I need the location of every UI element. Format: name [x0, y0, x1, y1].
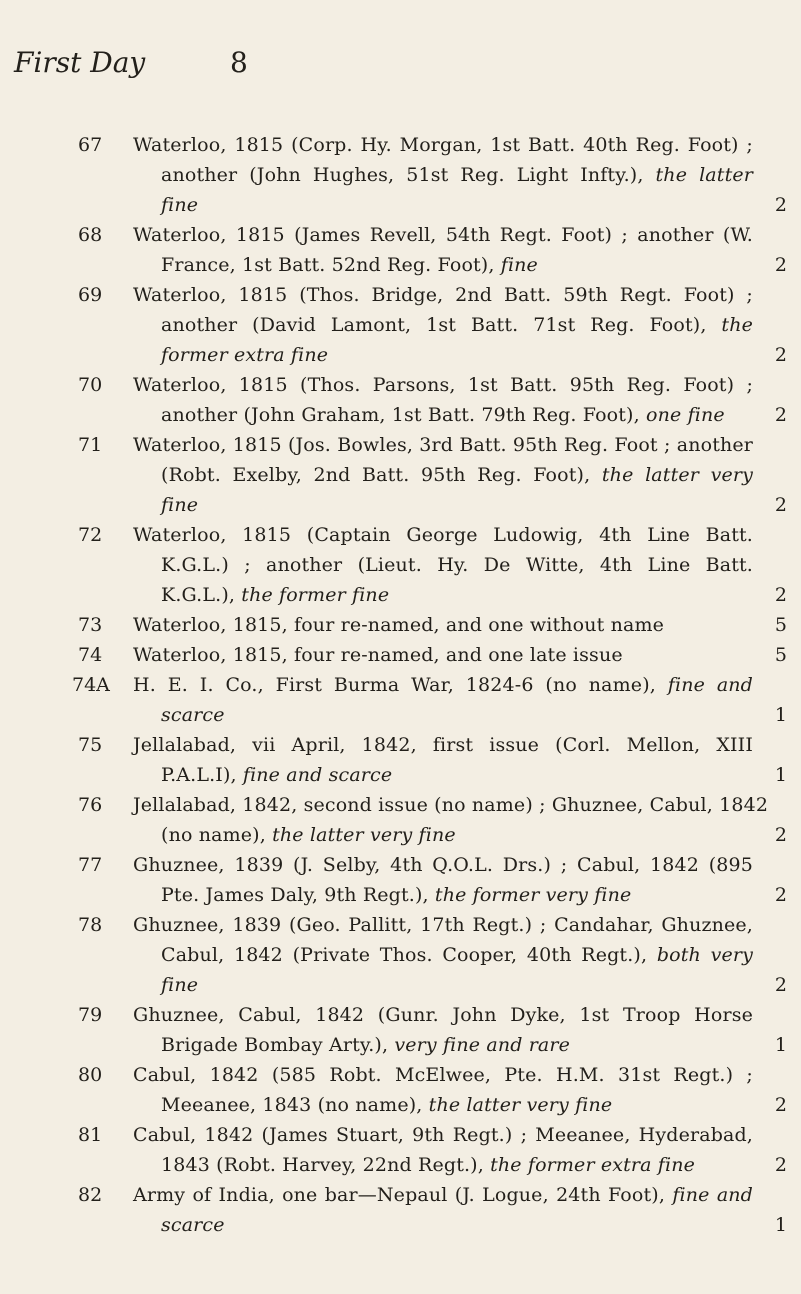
description-line	[133, 1210, 753, 1240]
description-line: Cabul, 1842 (James Stuart, 9th Regt.) ; Meeanee, Hyderabad,	[133, 1124, 753, 1146]
description-line: Waterloo, 1815 (James Revell, 54th Regt. Foot) ; another (W.	[133, 224, 753, 246]
description-line: Waterloo, 1815, four re-named, and one without name	[133, 614, 665, 636]
description-line: Army of India, one bar—Nepaul (J. Logue, 24th Foot), fine and	[133, 1184, 753, 1206]
lot-description	[133, 670, 753, 730]
condition-note: fine and	[672, 1184, 753, 1206]
description-line: Waterloo, 1815 (Thos. Bridge, 2nd Batt. 59th Regt. Foot) ;	[133, 284, 753, 306]
condition-note: fine and scarce	[242, 764, 393, 786]
condition-note: the latter very fine	[428, 1094, 613, 1116]
lot-description	[133, 1180, 753, 1240]
lot-number: 74A	[72, 674, 110, 696]
description-line: Waterloo, 1815 (Captain George Ludowig, 4th Line Batt.	[133, 524, 753, 546]
description-line: Waterloo, 1815 (Jos. Bowles, 3rd Batt. 95th Reg. Foot ; another	[133, 434, 753, 456]
lot-description	[133, 220, 753, 280]
page-number: 8	[230, 46, 248, 79]
description-line: Pte. James Daly, 9th Regt.), the former very fine	[161, 884, 632, 906]
lot-quantity: 2	[774, 974, 787, 996]
lot-quantity: 2	[774, 254, 787, 276]
lot-quantity: 1	[774, 764, 787, 786]
condition-note: the former extra fine	[490, 1154, 696, 1176]
lot-quantity: 2	[774, 404, 787, 426]
lot-number: 70	[78, 374, 103, 396]
lot-number: 77	[78, 854, 103, 876]
lot-description	[133, 730, 753, 790]
lot-quantity: 2	[774, 584, 787, 606]
lot-description	[133, 910, 753, 1000]
condition-note: the former fine	[241, 584, 390, 606]
condition-note: fine	[500, 254, 538, 276]
description-line: P.A.L.I), fine and scarce	[161, 764, 393, 786]
description-line: Cabul, 1842 (Private Thos. Cooper, 40th Regt.), both very	[161, 944, 753, 966]
lot-description	[133, 1120, 753, 1180]
condition-note: scarce	[161, 704, 225, 726]
lot-description	[133, 520, 753, 610]
description-line: Brigade Bombay Arty.), very fine and rare	[161, 1034, 571, 1056]
description-line: Ghuznee, Cabul, 1842 (Gunr. John Dyke, 1st Troop Horse	[133, 1004, 753, 1026]
description-line: 1843 (Robt. Harvey, 22nd Regt.), the former extra fine	[161, 1154, 696, 1176]
lot-description	[133, 280, 753, 370]
description-line: H. E. I. Co., First Burma War, 1824-6 (no name), fine and	[133, 674, 753, 696]
lot-quantity: 2	[774, 194, 787, 216]
condition-note: former extra fine	[161, 344, 329, 366]
description-line: (no name), the latter very fine	[161, 824, 456, 846]
description-line: Waterloo, 1815 (Corp. Hy. Morgan, 1st Batt. 40th Reg. Foot) ;	[133, 134, 753, 156]
lot-number: 71	[78, 434, 103, 456]
description-line	[133, 190, 753, 220]
description-line	[133, 490, 753, 520]
lot-number: 72	[78, 524, 103, 546]
description-line: Waterloo, 1815 (Thos. Parsons, 1st Batt. 95th Reg. Foot) ;	[133, 374, 753, 396]
description-line: another (John Graham, 1st Batt. 79th Reg. Foot), one fine	[161, 404, 725, 426]
lot-quantity: 1	[774, 1214, 787, 1236]
lot-quantity: 5	[774, 644, 787, 666]
description-line: K.G.L.) ; another (Lieut. Hy. De Witte, 4th Line Batt.	[161, 554, 753, 576]
lot-description	[133, 610, 753, 640]
description-line: Cabul, 1842 (585 Robt. McElwee, Pte. H.M. 31st Regt.) ;	[133, 1064, 753, 1086]
lot-quantity: 2	[774, 1154, 787, 1176]
condition-note: fine and	[667, 674, 753, 696]
description-line: Meeanee, 1843 (no name), the latter very fine	[161, 1094, 613, 1116]
running-title: First Day	[14, 46, 146, 79]
description-line: another (David Lamont, 1st Batt. 71st Reg. Foot), the	[161, 314, 753, 336]
lot-quantity: 2	[774, 1094, 787, 1116]
description-line: Waterloo, 1815, four re-named, and one late issue	[133, 644, 623, 666]
condition-note: the	[721, 314, 753, 336]
condition-note: fine	[161, 494, 199, 516]
description-line: Jellalabad, 1842, second issue (no name) ; Ghuznee, Cabul, 1842	[133, 794, 769, 816]
description-line: another (John Hughes, 51st Reg. Light Infty.), the latter	[161, 164, 753, 186]
lot-number: 78	[78, 914, 103, 936]
lot-description	[133, 1060, 753, 1120]
condition-note: the latter very fine	[272, 824, 456, 846]
lot-quantity: 1	[774, 704, 787, 726]
lot-description	[133, 850, 753, 910]
description-line: K.G.L.), the former fine	[161, 584, 390, 606]
lot-quantity: 2	[774, 494, 787, 516]
lot-description	[133, 790, 769, 850]
lot-number: 82	[78, 1184, 103, 1206]
lot-number: 80	[78, 1064, 103, 1086]
condition-note: fine	[161, 194, 199, 216]
condition-note: one fine	[646, 404, 725, 426]
lot-description	[133, 640, 753, 670]
description-line: Ghuznee, 1839 (Geo. Pallitt, 17th Regt.) ; Candahar, Ghuznee,	[133, 914, 753, 936]
condition-note: very fine and rare	[394, 1034, 571, 1056]
lot-number: 69	[78, 284, 103, 306]
lot-number: 81	[78, 1124, 103, 1146]
condition-note: the former very fine	[434, 884, 632, 906]
description-line	[133, 970, 753, 1000]
condition-note: fine	[161, 974, 199, 996]
condition-note: both very	[656, 944, 753, 966]
condition-note: the latter	[655, 164, 753, 186]
description-line	[133, 340, 753, 370]
lot-description	[133, 130, 753, 220]
lot-number: 73	[78, 614, 103, 636]
lot-quantity: 2	[774, 344, 787, 366]
lot-number: 75	[78, 734, 103, 756]
description-line	[133, 700, 753, 730]
lot-number: 74	[78, 644, 103, 666]
lot-description	[133, 430, 753, 520]
condition-note: the latter very	[601, 464, 753, 486]
description-line: Ghuznee, 1839 (J. Selby, 4th Q.O.L. Drs.) ; Cabul, 1842 (895	[133, 854, 753, 876]
lot-quantity: 5	[774, 614, 787, 636]
lot-number: 67	[78, 134, 103, 156]
lot-number: 79	[78, 1004, 103, 1026]
lot-number: 68	[78, 224, 103, 246]
lot-quantity: 2	[774, 884, 787, 906]
description-line: (Robt. Exelby, 2nd Batt. 95th Reg. Foot), the latter very	[161, 464, 753, 486]
description-line: France, 1st Batt. 52nd Reg. Foot), fine	[161, 254, 538, 276]
lot-description	[133, 1000, 753, 1060]
lot-number: 76	[78, 794, 103, 816]
condition-note: scarce	[161, 1214, 225, 1236]
lot-quantity: 1	[774, 1034, 787, 1056]
lot-description	[133, 370, 753, 430]
description-line: Jellalabad, vii April, 1842, first issue (Corl. Mellon, XIII	[133, 734, 753, 756]
lot-quantity: 2	[774, 824, 787, 846]
